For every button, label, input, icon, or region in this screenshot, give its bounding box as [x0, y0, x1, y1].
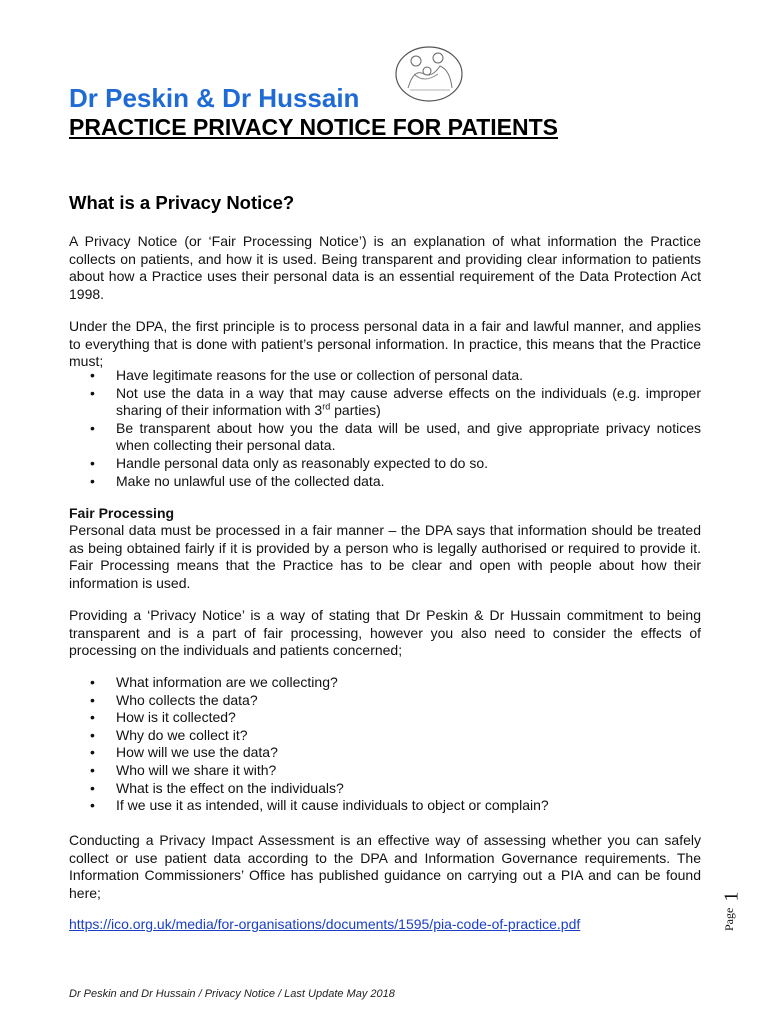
page-number: 1 [720, 891, 743, 902]
paragraph-privacy-notice-definition: A Privacy Notice (or ‘Fair Processing Notice’) is an explanation of what information the Practice collects on patients, and how it is used. Being transparent and providing clear information to patients about how a Practice uses their personal data is an essential requirement of the Data Protection Act 1998. [69, 233, 701, 302]
page-number-marker [722, 885, 762, 935]
list-item: • Who collects the data? [69, 692, 701, 710]
list-item: • Make no unlawful use of the collected data. [69, 473, 701, 491]
list-item: • Have legitimate reasons for the use or collection of personal data. [69, 367, 701, 385]
practice-must-list [69, 367, 701, 490]
section-heading: What is a Privacy Notice? [69, 192, 295, 213]
footer-text: Dr Peskin and Dr Hussain / Privacy Notice / Last Update May 2018 [69, 988, 395, 1000]
list-item: • Who will we share it with? [69, 762, 701, 780]
pia-code-of-practice-link[interactable]: https://ico.org.uk/media/for-organisations/documents/1595/pia-code-of-practice.pdf [69, 916, 581, 932]
list-item: • If we use it as intended, will it cause individuals to object or complain? [69, 797, 701, 815]
list-item: • Be transparent about how you the data will be used, and give appropriate privacy notices when collecting their personal data. [69, 420, 701, 455]
fair-processing-heading: Fair Processing [69, 505, 175, 521]
practice-name: Dr Peskin & Dr Hussain [69, 83, 360, 113]
paragraph-privacy-impact-assessment: Conducting a Privacy Impact Assessment is an effective way of assessing whether you can safely collect or use patient data according to the DPA and Information Governance requirements. The Information Commissioners’ Office has published guidance on carrying out a PIA and can be found here; [69, 832, 701, 901]
list-item: • What is the effect on the individuals? [69, 780, 701, 798]
paragraph-providing-privacy-notice: Providing a ‘Privacy Notice’ is a way of stating that Dr Peskin & Dr Hussain commitment to being transparent and is a part of fair processing, however you also need to consider the effects of processing on the individuals and patients concerned; [69, 607, 701, 659]
list-item: • Handle personal data only as reasonably expected to do so. [69, 455, 701, 473]
paragraph-fair-processing: Personal data must be processed in a fair manner – the DPA says that information should be treated as being obtained fairly if it is provided by a person who is legally authorised or required to provide it. Fair Processing means that the Practice has to be clear and open with people about how their information is used. [69, 522, 701, 591]
page-word: Page [722, 907, 736, 931]
list-item: • Why do we collect it? [69, 727, 701, 745]
list-item: • How will we use the data? [69, 744, 701, 762]
list-item: • How is it collected? [69, 709, 701, 727]
family-logo-icon [394, 44, 464, 104]
questions-list [69, 674, 701, 815]
list-item: • What information are we collecting? [69, 674, 701, 692]
paragraph-dpa-first-principle: Under the DPA, the first principle is to process personal data in a fair and lawful manner, and applies to everything that is done with patient’s personal information. In practice, this means that the Practice must; [69, 318, 701, 370]
document-title: PRACTICE PRIVACY NOTICE FOR PATIENTS [69, 114, 558, 140]
list-item: • Not use the data in a way that may cause adverse effects on the individuals (e.g. improper sharing of their information with 3rd parties) [69, 385, 701, 420]
